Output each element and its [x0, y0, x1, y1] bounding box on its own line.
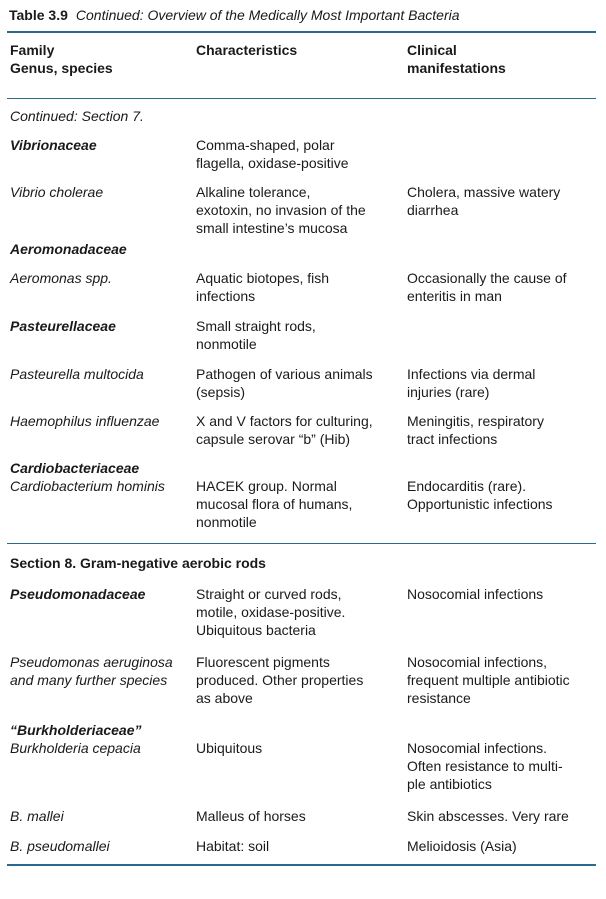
table-row [7, 183, 596, 237]
cell-characteristics: Malleus of horses [196, 808, 306, 824]
table-row [7, 721, 596, 739]
cell-family: Haemophilus influenzae [10, 413, 160, 429]
cell-clinical: Infections via dermal injuries (rare) [407, 366, 536, 400]
table-row [7, 653, 596, 707]
cell-characteristics [196, 107, 407, 125]
section-heading: Section 8. Gram-negative aerobic rods [10, 555, 266, 571]
table-row [7, 837, 596, 855]
cell-clinical: Occasionally the cause of enteritis in man [407, 270, 567, 304]
table-caption [7, 0, 596, 31]
table-row [7, 240, 596, 258]
cell-characteristics: Habitat: soil [196, 838, 270, 854]
table-row [7, 585, 596, 639]
header-family-genus-species: Family Genus, species [10, 42, 113, 76]
cell-family: Continued: Section 7. [10, 108, 144, 124]
column-headers [7, 33, 596, 98]
cell-clinical: Nosocomial infections [407, 586, 544, 602]
cell-clinical: Meningitis, respiratory tract infections [407, 413, 544, 447]
cell-characteristics: HACEK group. Normal mucosal flora of humans, nonmotile [196, 478, 353, 530]
table-row [7, 459, 596, 477]
cell-family: Aeromonas spp. [10, 270, 112, 286]
cell-characteristics: Alkaline tolerance, exotoxin, no invasion of the small intestine’s mucosa [196, 184, 366, 236]
cell-clinical: Cholera, massive watery diarrhea [407, 184, 561, 218]
cell-family: Pasteurella multocida [10, 366, 144, 382]
table-row [7, 807, 596, 825]
table-row [7, 136, 596, 172]
cell-family: “Burkholderiaceae” [10, 722, 142, 738]
cell-clinical [407, 240, 596, 258]
table-row [7, 269, 596, 305]
cell-characteristics: Comma-shaped, polar flagella, oxidase-positive [196, 137, 349, 171]
cell-characteristics: Pathogen of various animals (sepsis) [196, 366, 373, 400]
cell-clinical [407, 317, 596, 353]
table-row [7, 412, 596, 448]
cell-family: Pseudomonadaceae [10, 586, 146, 602]
cell-family: Aeromonadaceae [10, 241, 127, 257]
cell-characteristics: Small straight rods, nonmotile [196, 318, 316, 352]
cell-clinical [407, 721, 596, 739]
cell-family: Cardiobacterium hominis [10, 478, 165, 494]
cell-characteristics: Straight or curved rods, motile, oxidase-positive. Ubiquitous bacteria [196, 586, 346, 638]
cell-characteristics [196, 459, 407, 477]
cell-clinical [407, 107, 596, 125]
cell-characteristics: X and V factors for culturing, capsule serovar “b” (Hib) [196, 413, 373, 447]
table-body [7, 99, 596, 899]
cell-family: B. pseudomallei [10, 838, 110, 854]
table-row [7, 477, 596, 531]
cell-clinical: Melioidosis (Asia) [407, 838, 517, 854]
cell-family: Pseudomonas aeruginosa and many further species [10, 654, 173, 688]
cell-characteristics [196, 240, 407, 258]
cell-characteristics: Aquatic biotopes, fish infections [196, 270, 330, 304]
cell-clinical [407, 459, 596, 477]
table-number: Table 3.9 [9, 7, 68, 23]
cell-family: B. mallei [10, 808, 64, 824]
table-title: Continued: Overview of the Medically Most Important Bacteria [75, 7, 460, 23]
cell-family: Vibrio cholerae [10, 184, 104, 200]
header-clinical-manifestations: Clinical manifestations [407, 42, 506, 76]
table-row [7, 739, 596, 793]
cell-characteristics: Ubiquitous [196, 740, 263, 756]
section-rule [7, 543, 596, 544]
cell-family: Vibrionaceae [10, 137, 97, 153]
cell-clinical: Nosocomial infections. Often resistance to multi- ple antibiotics [407, 740, 563, 792]
cell-family: Burkholderia cepacia [10, 740, 141, 756]
header-characteristics: Characteristics [196, 42, 298, 58]
table-row [7, 554, 596, 572]
bottom-rule [7, 864, 596, 866]
table-row [7, 365, 596, 401]
cell-characteristics: Fluorescent pigments produced. Other properties as above [196, 654, 364, 706]
table-page [7, 0, 596, 899]
cell-clinical: Nosocomial infections, frequent multiple antibiotic resistance [407, 654, 570, 706]
cell-characteristics [196, 721, 407, 739]
table-row [7, 107, 596, 125]
cell-clinical [407, 136, 596, 172]
cell-clinical: Skin abscesses. Very rare [407, 808, 569, 824]
cell-family: Cardiobacteriaceae [10, 460, 140, 476]
cell-clinical: Endocarditis (rare). Opportunistic infections [407, 478, 553, 512]
cell-family: Pasteurellaceae [10, 318, 116, 334]
table-row [7, 317, 596, 353]
